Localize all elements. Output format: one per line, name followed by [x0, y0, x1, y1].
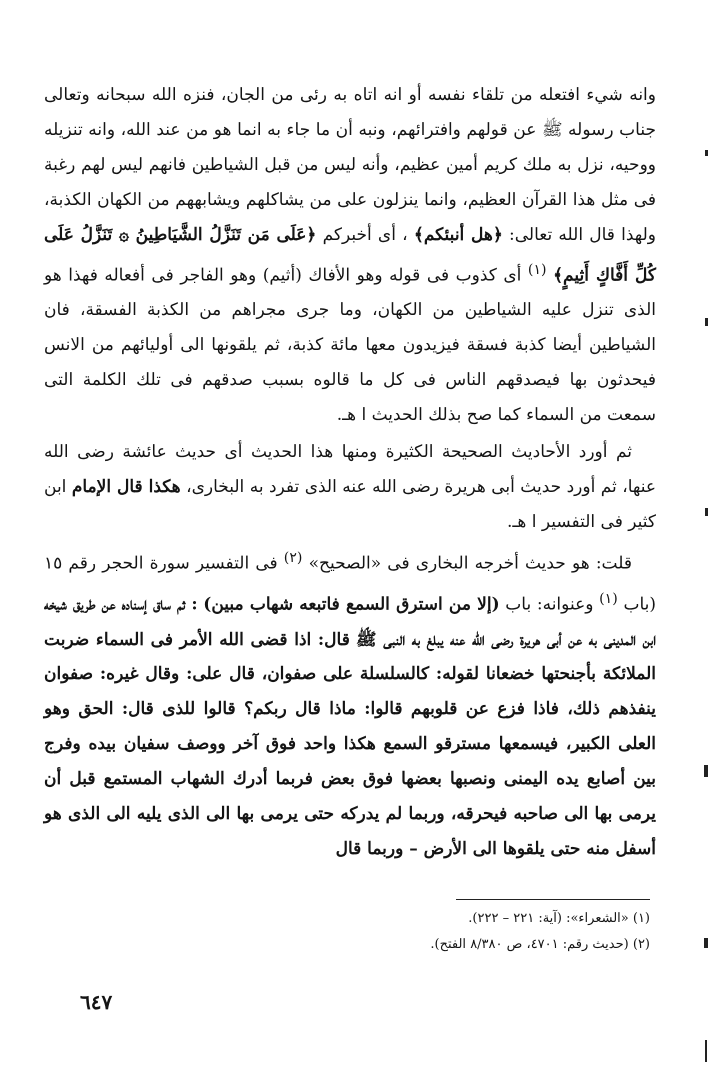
scan-edge-mark — [704, 765, 708, 777]
paragraph-text: ثم أورد الأحاديث الصحيحة الكثيرة ومنها هذا الحديث أى حديث عائشة رضى الله عنها، ثم أورد حديث أبى هريرة رضى الله عنه الذى تفرد به البخارى، — [44, 441, 656, 497]
paragraph — [44, 78, 656, 433]
paragraph-text: أى كذوب فى قوله وهو الأفاك (أثيم) وهو الفاجر فى أفعاله فهذا هو الذى تنزل عليه الشياطين من الكهان، وما جرى مجراهم من الكذبة الفسقة، فان الشياطين أيضا كذبة فسقة فيزيدون معها مائة كذبة، ثم يلقونها الى أوليائهم من الانس فيحدثون بها فيصدقهم الناس فى كل ما قالوه بسبب صدقهم فى تلك الكلمة التى سمعت من السماء كما صح بذلك الحديث ا هـ. — [44, 265, 656, 425]
scan-edge-mark — [704, 938, 708, 948]
scan-edge-mark — [705, 1040, 707, 1062]
footnote-ref: (٢) — [283, 550, 303, 567]
footnote: (١) «الشعراء»: (آية: ٢٢١ – ٢٢٢). — [468, 911, 650, 926]
paragraph-text: فى التفسير سورة الحجر رقم ١٥ (باب — [44, 554, 657, 615]
chapter-title: (إلا من استرق السمع فاتبعه شهاب مبين) — [203, 594, 500, 615]
main-text — [44, 78, 656, 867]
footnote-ref: (١) — [527, 261, 547, 278]
footnote: (٢) (حديث رقم: ٤٧٠١، ص ٨/٣٨٠ الفتح). — [430, 937, 650, 952]
paragraph — [44, 541, 656, 866]
paragraph-text: وانه شيء افتعله من تلقاء نفسه أو انه اتاه به رئى من الجان، فنزه الله سبحانه وتعالى جناب رسوله ﷺ عن قولهم وافترائهم، ونبه أن ما جاء به انما هو من عند الله، وانه تنزيله ووحيه، نزل به ملك كريم أمين عظيم، وأنه ليس من قبل الشياطين فانهم ليس لهم رغبة فى مثل هذا القرآن العظيم، وانما ينزلون على من يشاكلهم ويشابههم من الكهان الكذبة، ولهذا قال الله تعالى: — [44, 85, 657, 245]
paragraph-text: ، أى أخبركم — [322, 224, 408, 245]
paragraph-text: وعنوانه: باب — [505, 594, 594, 615]
quran-verse: ﴿هل أنبئكم﴾ — [413, 224, 503, 245]
footnote-divider — [456, 899, 650, 900]
paragraph-text: : ثم ساق إسناده عن طريق شيخه ابن المدينى به عن أبى هريرة رضى الله عنه يبلغ به النبى ﷺ — [44, 594, 656, 650]
footnotes — [44, 906, 650, 958]
paragraph-text: هكذا قال الإمام — [71, 476, 181, 497]
paragraph — [44, 435, 656, 540]
scan-edge-mark — [705, 508, 708, 516]
footnote-ref: (١) — [599, 591, 618, 607]
paragraph-text: قلت: هو حديث أخرجه البخارى فى «الصحيح» — [308, 554, 633, 575]
scan-edge-mark — [705, 150, 708, 156]
paragraph-text: ابن كثير فى التفسير ا هـ. — [44, 476, 656, 532]
quran-verse: ﴿عَلَى مَن تَنَزَّلُ الشَّيَاطِينُ ۞ تَنَزَّلُ عَلَى كُلِّ أَفَّاكٍ أَثِيمٍ﴾ — [44, 224, 657, 286]
hadith-text: قال: اذا قضى الله الأمر فى السماء ضربت الملائكة بأجنحتها خضعانا لقوله: كالسلسلة على صفوان، قال على: وقال غيره: صفوان ينفذهم ذلك، فاذا فزع عن قلوبهم قالوا: ماذا قال ربكم؟ قالوا للذى قال: الحق وهو العلى الكبير، فيسمعها مسترقو السمع هكذا واحد فوق آخر ووصف سفيان بيده وفرج بين أصابع يده اليمنى ونصبها بعضها فوق بعض فربما أدرك الشهاب المستمع قبل أن يرمى بها الى صاحبه فيحرقه، وربما لم يدركه حتى يرمى بها الى الذى يليه الى الذى هو أسفل منه حتى يلقوها الى الأرض – وربما قال — [44, 629, 657, 859]
scan-edge-mark — [705, 318, 708, 326]
page-number: ٦٤٧ — [80, 990, 113, 1014]
